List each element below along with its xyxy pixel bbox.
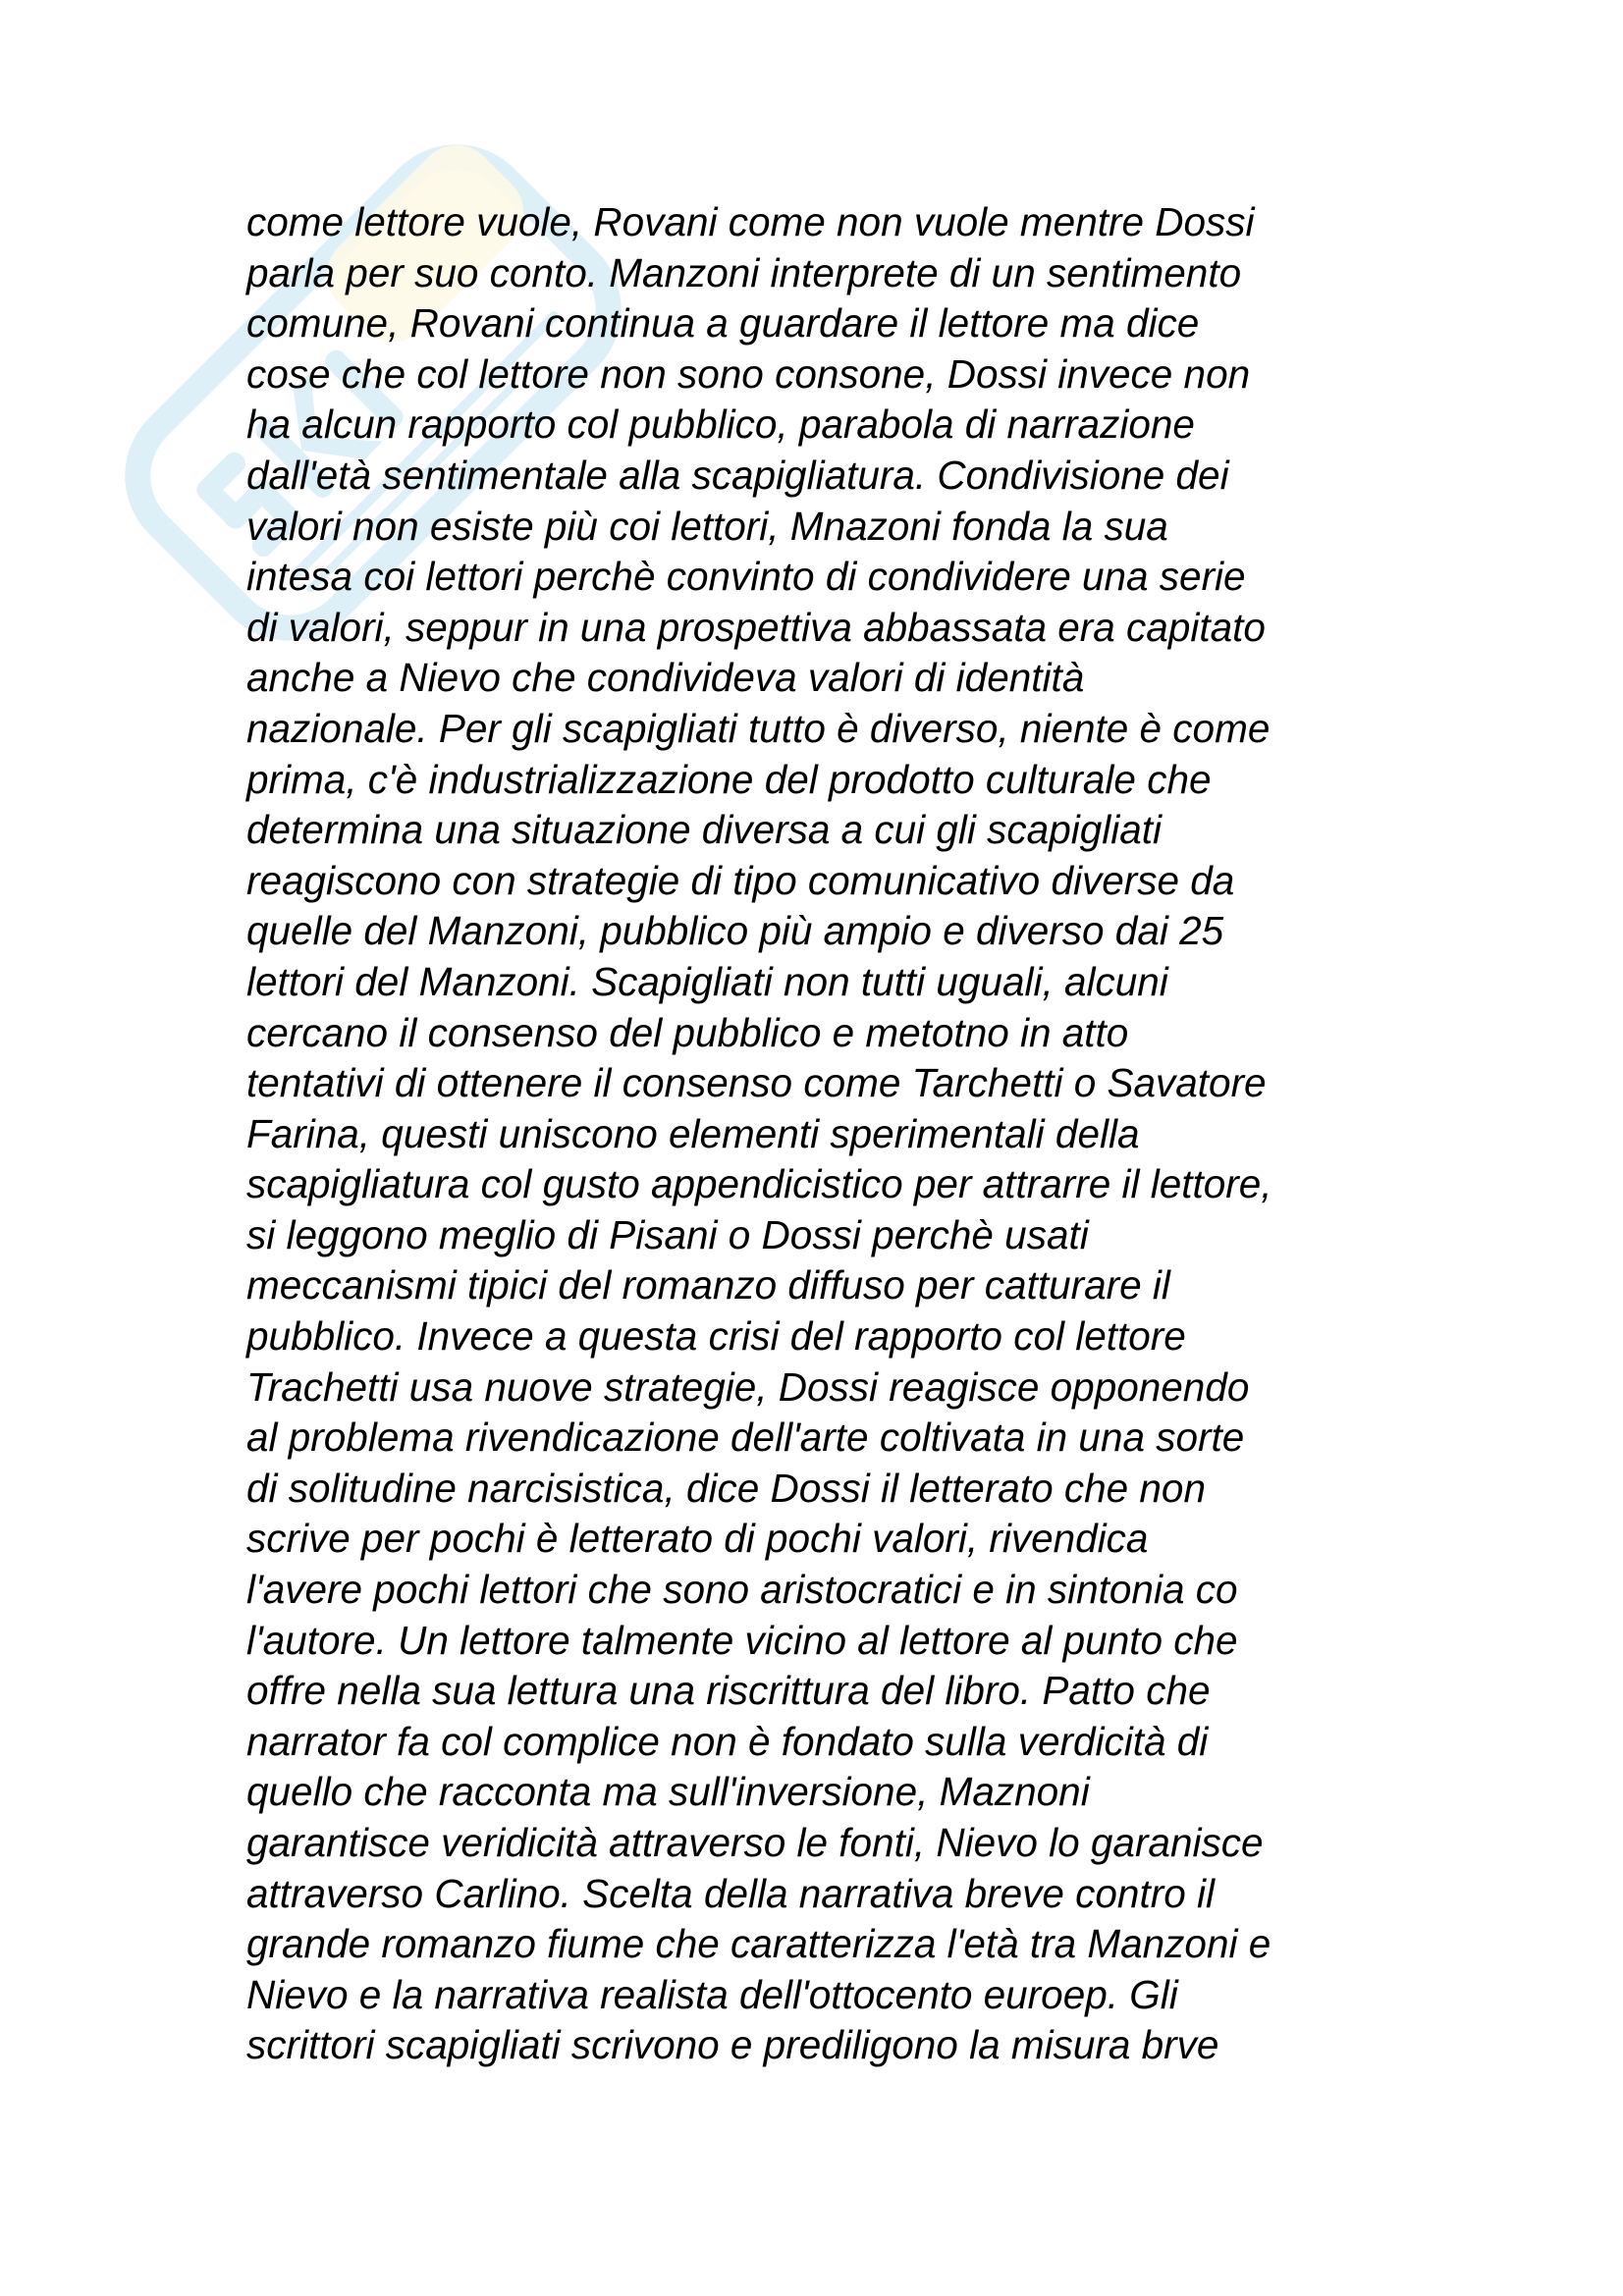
text-line: scrive per pochi è letterato di pochi valori, rivendica xyxy=(246,1516,1149,1562)
text-line: offre nella sua lettura una riscrittura del libro. Patto che xyxy=(246,1668,1211,1714)
text-line: Trachetti usa nuove strategie, Dossi reagisce opponendo xyxy=(246,1363,1250,1410)
text-line: comune, Rovani continua a guardare il lettore ma dice xyxy=(246,300,1200,347)
text-line: scrittori scapigliati scrivono e prediligono la misura brve xyxy=(246,2022,1219,2068)
text-line: garantisce veridicità attraverso le fonti, Nievo lo garanisce xyxy=(246,1820,1264,1865)
text-line: parla per suo conto. Manzoni interprete di un sentimento xyxy=(246,249,1242,295)
text-line: cercano il consenso del pubblico e metotno in atto xyxy=(246,1009,1129,1055)
text-line: cose che col lettore non sono consone, Dossi invece non xyxy=(246,350,1251,397)
text-line: l'avere pochi lettori che sono aristocratici e in sintonia co xyxy=(246,1567,1238,1613)
text-line: Nievo e la narrativa realista dell'ottocento euroep. Gli xyxy=(246,1971,1178,2017)
text-line: l'autore. Un lettore talmente vicino al lettore al punto che xyxy=(246,1617,1238,1663)
text-line: Farina, questi uniscono elementi sperimentali della xyxy=(246,1110,1140,1156)
text-line: pubblico. Invece a questa crisi del rapporto col lettore xyxy=(246,1313,1186,1360)
text-line: attraverso Carlino. Scelta della narrativa breve contro il xyxy=(246,1870,1215,1916)
text-line: scapigliatura col gusto appendicistico per attrarre il lettore, xyxy=(246,1161,1272,1207)
text-line: quello che racconta ma sull'inversione, Maznoni xyxy=(246,1769,1090,1815)
text-line: valori non esiste più coi lettori, Mnazoni fonda la sua xyxy=(246,503,1168,549)
text-line: grande romanzo fiume che caratterizza l'età tra Manzoni e xyxy=(246,1921,1271,1967)
text-line: al problema rivendicazione dell'arte coltivata in una sorte xyxy=(246,1415,1245,1461)
text-line: di valori, seppur in una prospettiva abbassata era capitato xyxy=(246,604,1266,650)
text-line: reagiscono con strategie di tipo comunicativo diverse da xyxy=(246,857,1235,903)
text-line: prima, c'è industrializzazione del prodotto culturale che xyxy=(246,756,1212,802)
text-line: come lettore vuole, Rovani come non vuole mentre Dossi xyxy=(246,199,1255,244)
text-line: nazionale. Per gli scapigliati tutto è diverso, niente è come xyxy=(246,705,1271,751)
text-line: tentativi di ottenere il consenso come Tarchetti o Savatore xyxy=(246,1060,1267,1106)
text-line: lettori del Manzoni. Scapigliati non tutti uguali, alcuni xyxy=(246,958,1168,1004)
text-line: intesa coi lettori perchè convinto di condividere una serie xyxy=(246,554,1246,600)
text-line: quelle del Manzoni, pubblico più ampio e diverso dai 25 xyxy=(246,908,1224,954)
text-line: di solitudine narcisistica, dice Dossi il letterato che non xyxy=(246,1465,1206,1511)
text-line: meccanismi tipici del romanzo diffuso per catturare il xyxy=(246,1262,1170,1308)
text-line: ha alcun rapporto col pubblico, parabola di narrazione xyxy=(246,401,1195,448)
text-line: dall'età sentimentale alla scapigliatura. Condivisione dei xyxy=(246,452,1229,498)
body-text xyxy=(246,197,1425,2071)
text-line: determina una situazione diversa a cui gli scapigliati xyxy=(246,807,1163,853)
text-line: anche a Nievo che condivideva valori di identità xyxy=(246,655,1085,701)
text-line: narrator fa col complice non è fondato sulla verdicità di xyxy=(246,1718,1209,1764)
text-line: si leggono meglio di Pisani o Dossi perchè usati xyxy=(246,1211,1089,1257)
